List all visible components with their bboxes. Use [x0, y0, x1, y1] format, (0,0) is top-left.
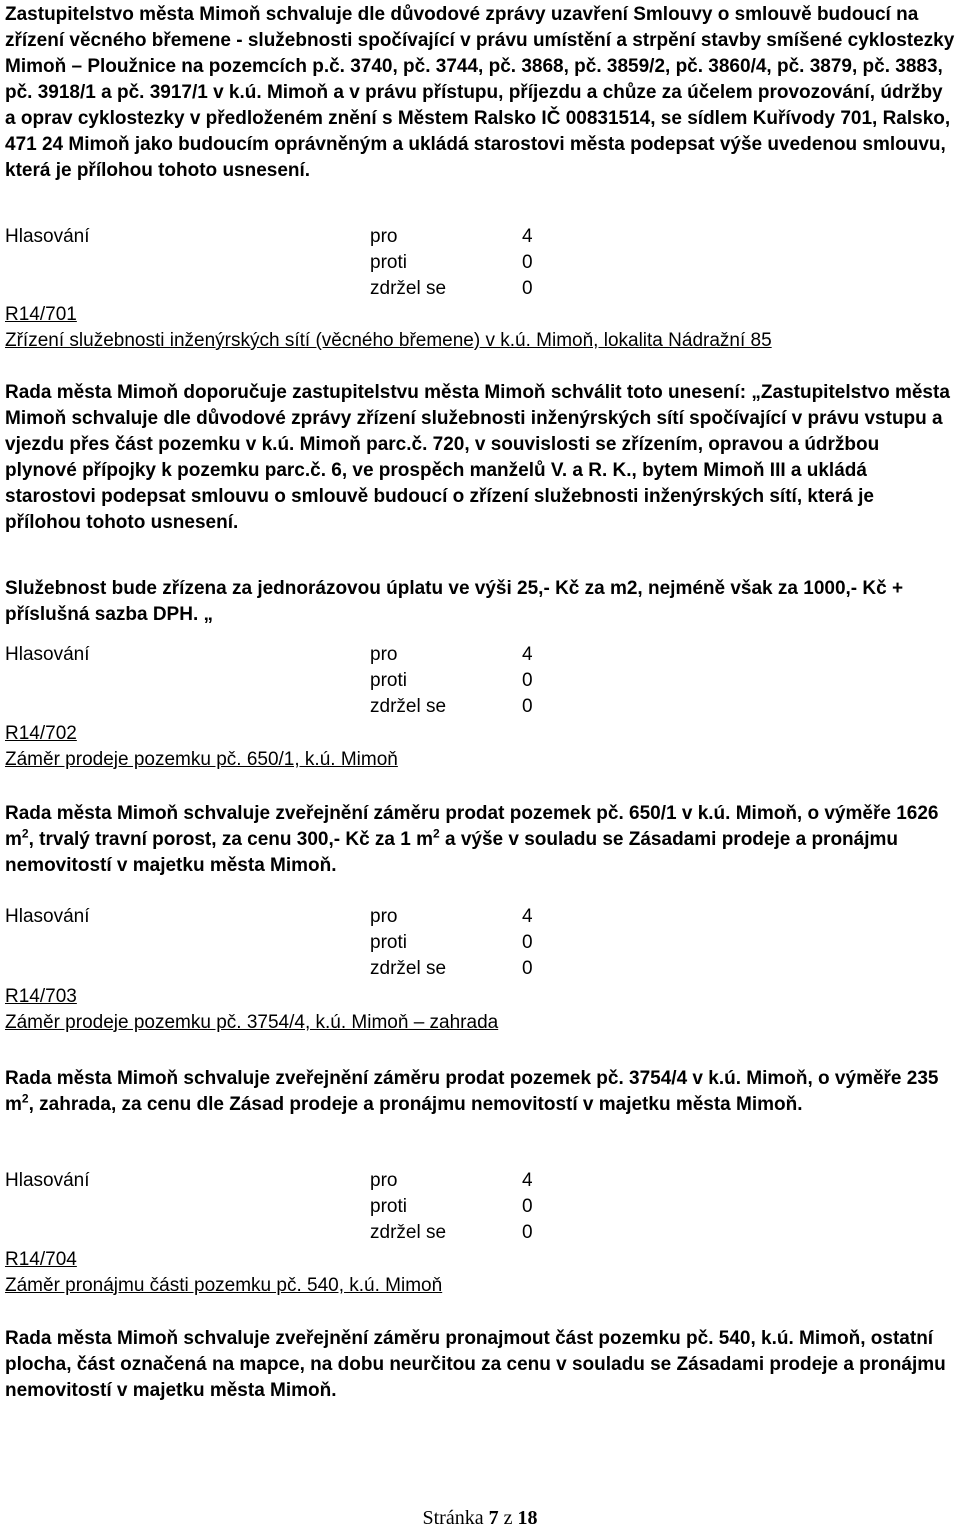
vote-row-proti [5, 1194, 605, 1220]
vote-row-pro [5, 224, 605, 250]
vote-value-proti: 0 [522, 1196, 533, 1217]
resolution-code: R14/702 [5, 723, 77, 744]
resolution-code: R14/701 [5, 304, 77, 325]
vote-value-proti: 0 [522, 670, 533, 691]
vote-key-proti: proti [370, 670, 407, 691]
vote-label: Hlasování [5, 906, 90, 927]
vote-row-proti [5, 930, 605, 956]
vote-value-zdrzel: 0 [522, 958, 533, 979]
footer-page-number: 7 [488, 1507, 499, 1529]
vote-value-zdrzel: 0 [522, 278, 533, 299]
vote-row-proti [5, 668, 605, 694]
page-footer [0, 1505, 960, 1531]
resolution-code: R14/703 [5, 986, 77, 1007]
text-part: Rada města Mimoň schvaluje zveřejnění záměru prodat pozemek pč. 650/1 v k.ú. Mimoň, o výměře 1626 m [5, 803, 939, 850]
vote-label: Hlasování [5, 226, 90, 247]
vote-key-proti: proti [370, 252, 407, 273]
vote-row-zdrzel [5, 956, 605, 982]
text-part: Rada města Mimoň schvaluje zveřejnění záměru prodat pozemek pč. 3754/4 v k.ú. Mimoň, o výměře 235 m [5, 1068, 939, 1115]
resolution-title: Záměr prodeje pozemku pč. 650/1, k.ú. Mimoň [5, 749, 398, 770]
footer-page-total: 18 [517, 1507, 538, 1529]
vote-row-zdrzel [5, 694, 605, 720]
resolution-title: Zřízení služebnosti inženýrských sítí (věcného břemene) v k.ú. Mimoň, lokalita Nádražní 85 [5, 330, 772, 351]
footer-prefix: Stránka [422, 1507, 484, 1529]
vote-label: Hlasování [5, 1170, 90, 1191]
superscript: 2 [21, 826, 29, 841]
text-part: a výše v souladu se Zásadami prodeje a pronájmu nemovitostí v majetku města Mimoň. [5, 829, 899, 876]
vote-key-proti: proti [370, 932, 407, 953]
text-part: , trvalý travní porost, za cenu 300,- Kč za 1 m [28, 829, 434, 850]
vote-value-pro: 4 [522, 226, 533, 247]
vote-value-pro: 4 [522, 906, 533, 927]
vote-row-zdrzel [5, 1220, 605, 1246]
resolution-text: Rada města Mimoň schvaluje zveřejnění záměru pronajmout část pozemku pč. 540, k.ú. Mimoň, ostatní plocha, část označená na mapce, na dobu neurčitou za cenu v souladu se Zásadami prodeje a pronájmu nemovitostí v majetku města Mimoň. [5, 1328, 946, 1401]
vote-key-pro: pro [370, 644, 398, 665]
vote-value-pro: 4 [522, 644, 533, 665]
vote-key-zdrzel: zdržel se [370, 958, 447, 979]
vote-key-proti: proti [370, 1196, 407, 1217]
vote-value-zdrzel: 0 [522, 1222, 533, 1243]
vote-value-pro: 4 [522, 1170, 533, 1191]
vote-key-pro: pro [370, 906, 398, 927]
vote-key-zdrzel: zdržel se [370, 1222, 447, 1243]
resolution-text [5, 1066, 955, 1118]
vote-value-zdrzel: 0 [522, 696, 533, 717]
intro-resolution-text: Zastupitelstvo města Mimoň schvaluje dle důvodové zprávy uzavření Smlouvy o smlouvě budoucí na zřízení věcného břemene - služebnosti spočívající v právu umístění a strpění stavby smíšené cyklostezky Mimoň – Ploužnice na pozemcích p.č. 3740, pč. 3744, pč. 3868, pč. 3859/2, pč. 3860/4, pč. 3879, pč. 3883, pč. 3918/1 a pč. 3917/1 v k.ú. Mimoň a v právu přístupu, příjezdu a chůze za účelem provozování, údržby a oprav cyklostezky v předloženém znění s Městem Ralsko IČ 00831514, se sídlem Kuřívody 701, Ralsko, 471 24 Mimoň jako budoucím oprávněným a ukládá starostovi města podepsat výše uvedenou smlouvu, která je přílohou tohoto usnesení. [5, 4, 955, 181]
vote-label: Hlasování [5, 644, 90, 665]
vote-row-pro [5, 904, 605, 930]
vote-key-zdrzel: zdržel se [370, 696, 447, 717]
vote-row-zdrzel [5, 276, 605, 302]
vote-key-pro: pro [370, 1170, 398, 1191]
superscript: 2 [21, 1091, 29, 1106]
vote-key-zdrzel: zdržel se [370, 278, 447, 299]
superscript: 2 [433, 826, 440, 841]
vote-key-pro: pro [370, 226, 398, 247]
resolution-text: Rada města Mimoň doporučuje zastupitelstvu města Mimoň schválit toto unesení: „Zastupitelstvo města Mimoň schvaluje dle důvodové zprávy zřízení služebnosti inženýrských sítí spočívající v právu vstupu a vjezdu přes část pozemku v k.ú. Mimoň parc.č. 720, v souvislosti se zřízením, opravou a údržbou plynové přípojky k pozemku parc.č. 6, ve prospěch manželů V. a R. K., bytem Mimoň III a ukládá starostovi podepsat smlouvu o smlouvě budoucí o zřízení služebnosti inženýrských sítí, která je přílohou tohoto usnesení. [5, 382, 950, 533]
vote-value-proti: 0 [522, 932, 533, 953]
resolution-code: R14/704 [5, 1249, 77, 1270]
resolution-title: Záměr pronájmu části pozemku pč. 540, k.ú. Mimoň [5, 1275, 443, 1296]
resolution-title: Záměr prodeje pozemku pč. 3754/4, k.ú. Mimoň – zahrada [5, 1012, 499, 1033]
vote-value-proti: 0 [522, 252, 533, 273]
vote-row-proti [5, 250, 605, 276]
resolution-text-fee: Služebnost bude zřízena za jednorázovou úplatu ve výši 25,- Kč za m2, nejméně však za 1000,- Kč + příslušná sazba DPH. „ [5, 578, 904, 625]
resolution-text [5, 801, 955, 879]
footer-separator: z [503, 1507, 513, 1529]
vote-row-pro [5, 1168, 605, 1194]
vote-row-pro [5, 642, 605, 668]
text-part: , zahrada, za cenu dle Zásad prodeje a pronájmu nemovitostí v majetku města Mimoň. [28, 1094, 803, 1115]
